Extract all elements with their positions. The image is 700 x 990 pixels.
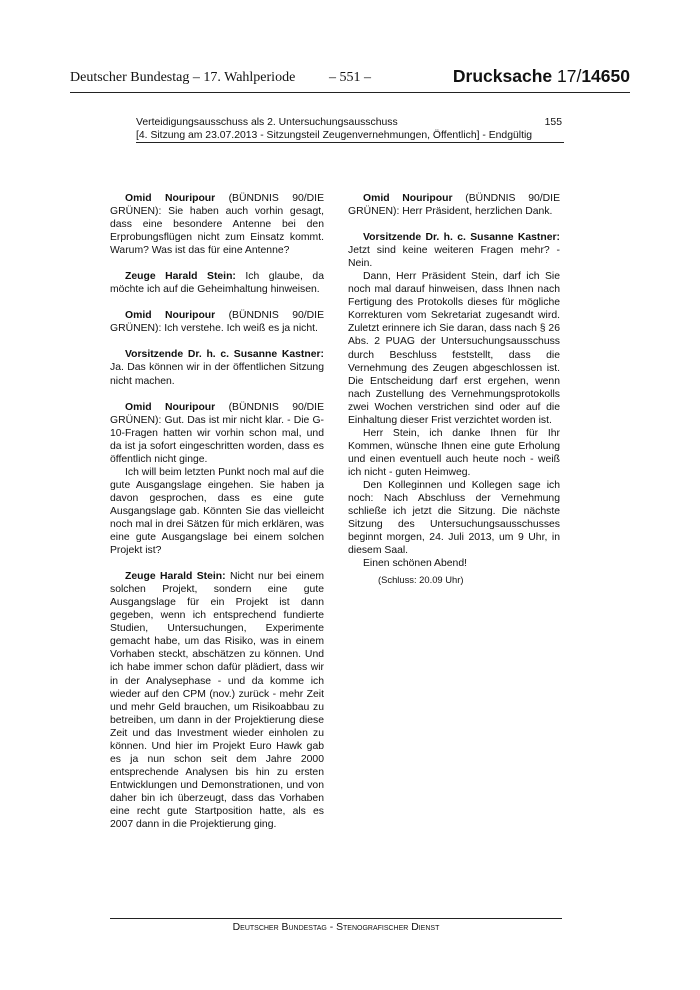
speech-paragraph — [110, 570, 324, 831]
protocol-page-number: 155 — [544, 117, 562, 128]
paragraph-spacer — [110, 335, 324, 348]
right-column — [348, 192, 560, 586]
speech-continuation: Dann, Herr Präsident Stein, darf ich Sie noch mal darauf hinweisen, dass Ihnen nach Fertigung des Protokolls dieses für mögliche Korrekturen vom Sekretariat zugesandt wird. Zuletzt erinnere ich Sie daran, dass nach § 26 Abs. 2 PUAG der Untersuchungsausschuss durch Beschluss feststellt, dass die Vernehmung des Zeugen abgeschlossen ist. Die Entscheidung darf erst ergehen, wenn nach Zustellung des Vernehmungsprotokolls zwei Wochen verstrichen sind oder auf die Einhaltung dieser Frist verzichtet worden ist. — [348, 271, 560, 426]
paragraph-spacer — [348, 218, 560, 231]
speaker-name: Vorsitzende Dr. h. c. Susanne Kastner: — [125, 349, 324, 361]
speaker-name: Omid Nouripour — [125, 310, 216, 322]
header-page-number: – 551 – — [329, 70, 371, 85]
speech-paragraph — [110, 401, 324, 466]
speech-paragraph — [348, 192, 560, 218]
speech-text: Ja. Das können wir in der öffentlichen Sitzung nicht machen. — [110, 362, 324, 387]
speaker-name: Omid Nouripour — [125, 193, 216, 204]
subheader-rule — [136, 142, 564, 143]
footer-rule — [110, 918, 562, 919]
speaker-name: Omid Nouripour — [363, 193, 453, 204]
header-rule — [70, 92, 630, 93]
header-drucksache-num1: 17/ — [552, 66, 582, 86]
speech-continuation: Den Kolleginnen und Kollegen sage ich noch: Nach Abschluss der Vernehmung schließe ich jetzt die Sitzung. Die nächste Sitzung des Untersuchungsausschusses beginnt morgen, 24. Juli 2013, um 9 Uhr, in diesem Saal. — [348, 479, 560, 557]
committee-subheader — [136, 116, 564, 142]
paragraph-spacer — [110, 296, 324, 309]
speech-continuation: Einen schönen Abend! — [363, 558, 467, 570]
speech-text: (BÜNDNIS 90/DIE GRÜNEN): Gut. Das ist mir nicht klar. - Die G-10-Fragen hatten wir vorhin schon mal, und da ist ja sofort eingeschritten worden, dass es öffentlich nicht ginge. — [110, 401, 325, 465]
speaker-name: Zeuge Harald Stein: — [125, 571, 226, 583]
speech-text: (BÜNDNIS 90/DIE GRÜNEN): Sie haben auch vorhin gesagt, dass eine besondere Antenne bei den Erprobungsflügen nicht zum Einsatz kommt. Warum? Was ist das für eine Antenne? — [110, 193, 325, 257]
speaker-name: Omid Nouripour — [125, 401, 216, 413]
header-drucksache-label: Drucksache — [452, 66, 553, 86]
speech-paragraph — [110, 270, 324, 296]
footer-text: Deutscher Bundestag - Stenografischer Dienst — [232, 922, 440, 933]
speech-continuation: Herr Stein, ich danke Ihnen für Ihr Kommen, wünsche Ihnen eine gute Erholung und einen eventuell auch heute noch - weiß ich nicht - guten Heimweg. — [348, 427, 560, 478]
header-drucksache — [453, 66, 630, 87]
header-drucksache-num2: 14650 — [581, 66, 630, 86]
header-parliament: Deutscher Bundestag – 17. Wahlperiode — [70, 70, 296, 85]
speech-paragraph — [110, 309, 324, 335]
speech-paragraph — [110, 192, 324, 257]
running-header — [70, 66, 630, 93]
paragraph-spacer — [110, 257, 324, 270]
paragraph-spacer — [110, 557, 324, 570]
speech-continuation: Ich will beim letzten Punkt noch mal auf die gute Ausgangslage eingehen. Sie haben ja davon gesprochen, dass es eine gute Ausgangslage gab. Könnten Sie das vielleicht noch mal in drei Sätzen für mich erklären, was eine gute Ausgangslage bei einem solchen Projekt ist? — [110, 466, 324, 557]
footer — [110, 922, 562, 933]
paragraph-spacer — [110, 388, 324, 401]
speech-text: Nicht nur bei einem solchen Projekt, sondern eine gute Ausgangslage für ein Projekt ist dann gegeben, wenn ich entsprechend fundierte Studien, Untersuchungen, Experimente gemacht habe, um das Risiko, was in einem Vorhaben steckt, abschätzen zu können. Und ich habe immer schon dafür plädiert, dass wir in der Analysephase - und da komme ich wieder auf den CPM (nov.) zurück - mehr Zeit und mehr Geld brauchen, um Risikoabbau zu betreiben, um dann in der Projektierung diese Zeit und das Investment wieder einholen zu können. Und hier im Projekt Euro Hawk gab es ja nun schon seit dem Jahre 2000 entsprechende Analysen bis hin zu ersten Entwicklungen und Demonstrationen, und von daher bin ich überzeugt, dass das Vorhaben eine recht gute Startposition hatte, als es 2007 dann in die Projektierung ging. — [110, 571, 325, 831]
speech-paragraph — [348, 231, 560, 270]
speech-text: Jetzt sind keine weiteren Fragen mehr? - Nein. — [348, 245, 560, 270]
speech-text: (BÜNDNIS 90/DIE GRÜNEN): Herr Präsident, herzlichen Dank. — [348, 193, 560, 218]
speech-text: (BÜNDNIS 90/DIE GRÜNEN): Ich verstehe. Ich weiß es ja nicht. — [110, 310, 325, 335]
left-column — [110, 192, 324, 831]
speech-paragraph — [110, 348, 324, 387]
speaker-name: Vorsitzende Dr. h. c. Susanne Kastner: — [363, 232, 560, 244]
committee-title: Verteidigungsausschuss als 2. Untersuchungsausschuss — [136, 117, 398, 128]
session-info: [4. Sitzung am 23.07.2013 - Sitzungsteil Zeugenvernehmungen, Öffentlich] - Endgültig — [136, 130, 533, 141]
speaker-name: Zeuge Harald Stein: — [125, 271, 236, 283]
speech-text: Ich glaube, da möchte ich auf die Geheimhaltung hinweisen. — [110, 271, 324, 296]
session-closing-time: (Schluss: 20.09 Uhr) — [378, 574, 464, 586]
